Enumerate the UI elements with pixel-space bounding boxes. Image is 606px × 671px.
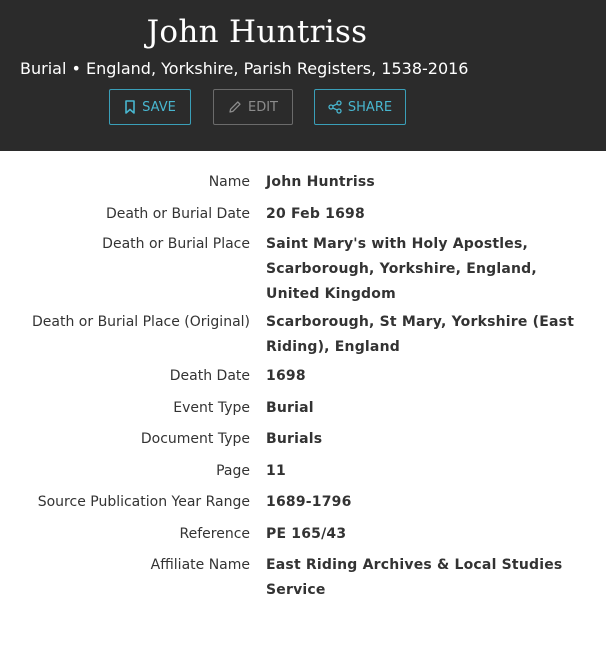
field-label: Name [208, 174, 250, 190]
field-value: 11 [266, 463, 286, 479]
field-label: Event Type [173, 400, 250, 416]
field-value: 20 Feb 1698 [266, 206, 365, 222]
field-label: Reference [179, 526, 250, 542]
field-label: Page [216, 463, 250, 479]
field-label: Death or Burial Place (Original) [32, 314, 250, 330]
edit-button-label: EDIT [248, 99, 278, 115]
field-label: Death or Burial Date [105, 206, 250, 222]
share-button-label: SHARE [347, 99, 393, 115]
field-label: Death or Burial Place [102, 236, 250, 252]
field-value: Burial [266, 400, 314, 416]
field-value: Scarborough, St Mary, Yorkshire (East Riding), England [266, 314, 575, 355]
edit-button[interactable] [213, 89, 293, 125]
pencil-icon [228, 100, 242, 114]
field-label: Affiliate Name [150, 557, 250, 573]
bookmark-icon [124, 100, 136, 114]
field-value: Burials [266, 431, 323, 447]
record-header [0, 0, 606, 151]
field-value: 1698 [266, 368, 306, 384]
record-title: John Huntriss [146, 14, 368, 50]
save-button[interactable] [109, 89, 191, 125]
field-value: John Huntriss [266, 174, 375, 190]
field-label: Death Date [169, 368, 250, 384]
field-value: Saint Mary's with Holy Apostles, Scarborough, Yorkshire, England, United Kingdom [266, 236, 537, 302]
share-icon [328, 100, 342, 114]
field-value: 1689-1796 [266, 494, 352, 510]
field-value: PE 165/43 [266, 526, 347, 542]
share-button[interactable] [314, 89, 406, 125]
record-subtitle: Burial • England, Yorkshire, Parish Registers, 1538-2016 [20, 59, 469, 78]
save-button-label: SAVE [142, 99, 176, 115]
field-label: Source Publication Year Range [37, 494, 250, 510]
field-label: Document Type [140, 431, 250, 447]
field-value: East Riding Archives & Local Studies Service [266, 557, 563, 598]
